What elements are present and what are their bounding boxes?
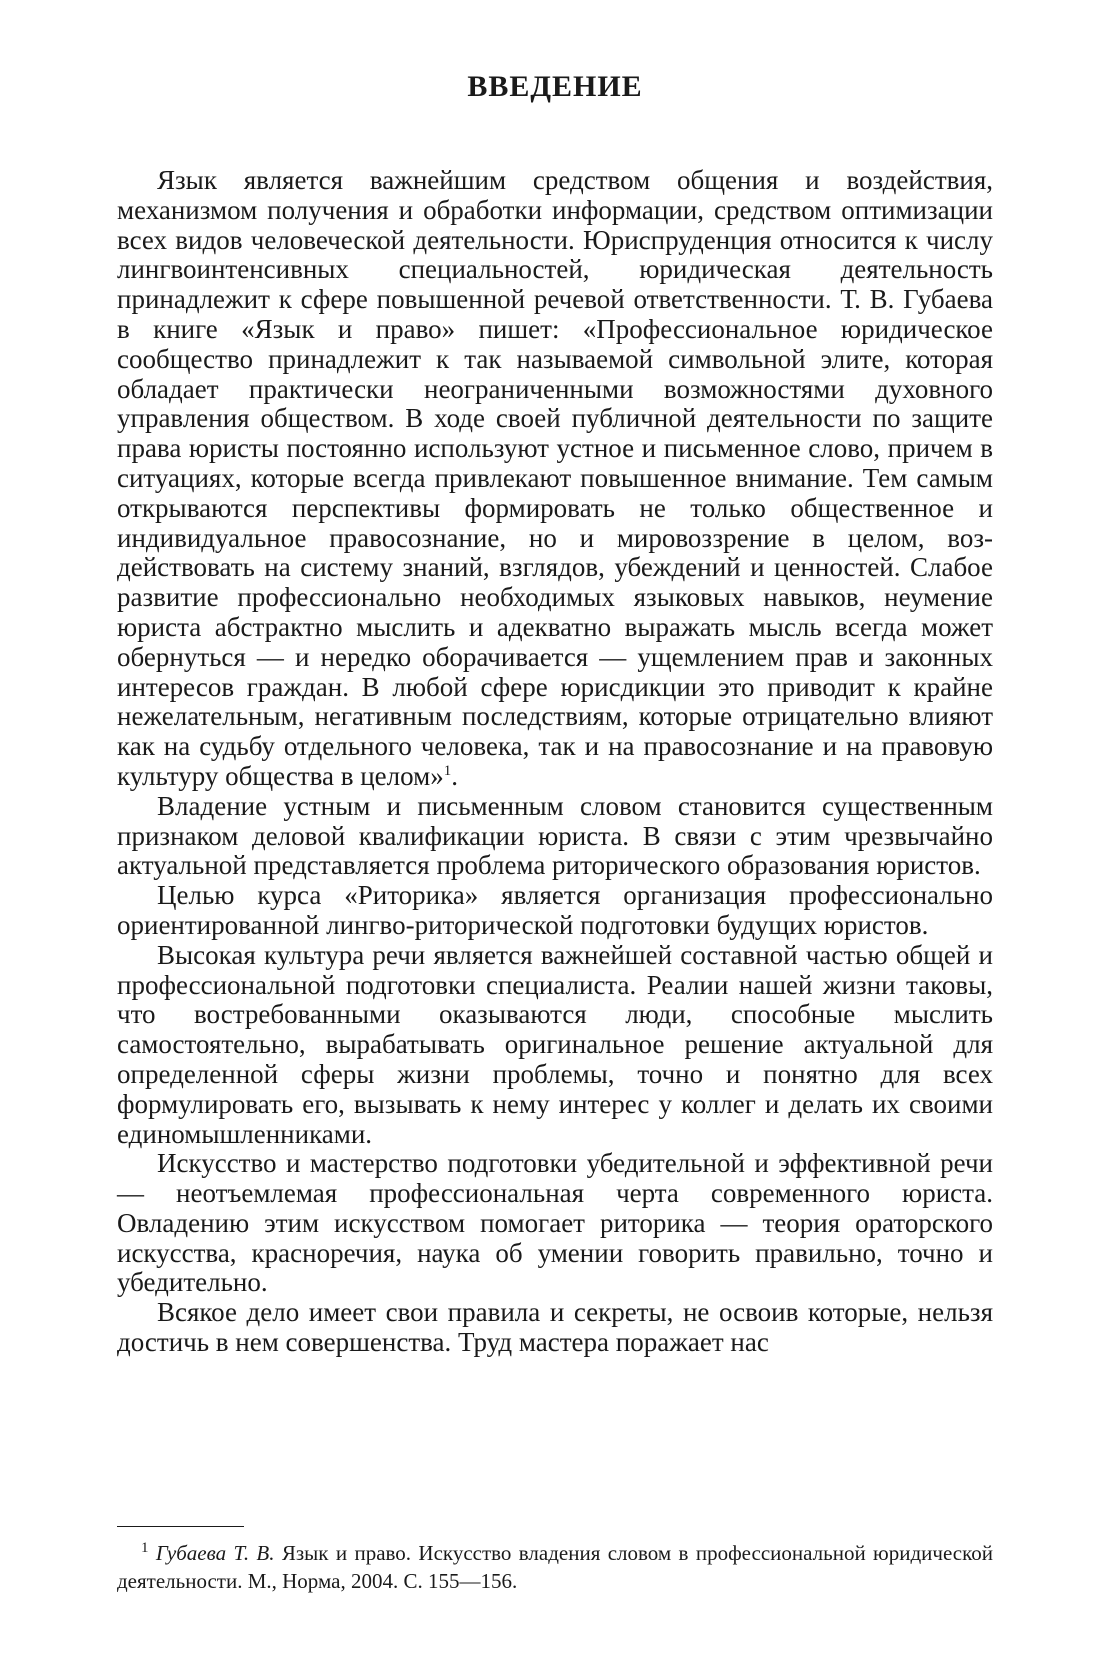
body-text	[117, 166, 993, 1358]
footnote-reference: 1	[443, 762, 452, 779]
paragraph: Целью курса «Риторика» является организация профессионально ориентированной лингво-риторической подготовки будущих юристов.	[117, 880, 993, 940]
paragraph-tail: .	[451, 760, 458, 791]
paragraph: Высокая культура речи является важнейшей составной частью общей и профессиональной подготовки специалиста. Реалии нашей жизни таковы, что востребованными оказываются люди, способные мыслить самостоятельно, вырабатывать оригинальное решение актуальной для определенной сферы жизни проблемы, точно и понятно для всех формулировать его, вызывать к нему интерес у коллег и делать их своими единомышленниками.	[117, 939, 993, 1149]
footnote-author: Губаева Т. В.	[155, 1541, 275, 1565]
paragraph-text: Язык является важнейшим средством общения и воздействия, механизмом получения и обработки информации, средством оптимизации всех видов человеческой деятельности. Юриспруденция относится к числу лингвоинтенсивных специальностей, юридическая деятельность принадлежит к сфере повышенной речевой ответственности. Т. В. Губаева в книге «Язык и право» пишет: «Профессиональное юридическое сообщество принадлежит к так называемой символьной элите, которая обладает практически неограниченными возможностями духовного управления обществом. В ходе своей публичной деятельности по защите права юристы постоянно используют устное и письменное слово, причем в ситуациях, которые всегда привлекают повышенное внимание. Тем самым открываются перспективы формировать не только общественное и индивидуальное правосознание, но и мировоззрение в целом, воздействовать на систему знаний, взглядов, убеждений и ценностей. Слабое развитие профессионально необходимых языковых навыков, неумение юриста абстрактно мыслить и адекватно выражать мысль всегда может обернуться — и нередко оборачивается — ущемлением прав и законных интересов граждан. В любой сфере юрисдикции это приводит к крайне нежелательным, негативным последствиям, которые отрицательно влияют как на судьбу отдельного человека, так и на правосознание и на правовую культуру общества в целом»	[117, 165, 993, 791]
paragraph: Всякое дело имеет свои правила и секреты, не освоив которые, нельзя достичь в нем совершенства. Труд мастера поражает нас	[117, 1297, 993, 1358]
footnote-number: 1	[141, 1540, 149, 1556]
paragraph	[117, 166, 993, 792]
paragraph: Владение устным и письменным словом становится существенным признаком деловой квалификации юриста. В связи с этим чрезвычайно актуальной представляется проблема риторического образования юристов.	[117, 790, 993, 881]
footnote	[117, 1539, 993, 1595]
footnote-text: Язык и право. Искусство владения словом в профессиональной юридической деятельности. М., Норма, 2004. С. 155—156.	[117, 1541, 994, 1593]
page-title: ВВЕДЕНИЕ	[467, 70, 643, 103]
book-page	[117, 0, 993, 1654]
footnote-divider	[117, 1526, 244, 1527]
paragraph: Искусство и мастерство подготовки убедительной и эффективной речи — неотъемлемая профессиональная черта современного юриста. Овладению этим искусством помогает риторика — теория ораторского искусства, красноречия, наука об умении говорить правильно, точно и убедительно.	[117, 1148, 993, 1298]
